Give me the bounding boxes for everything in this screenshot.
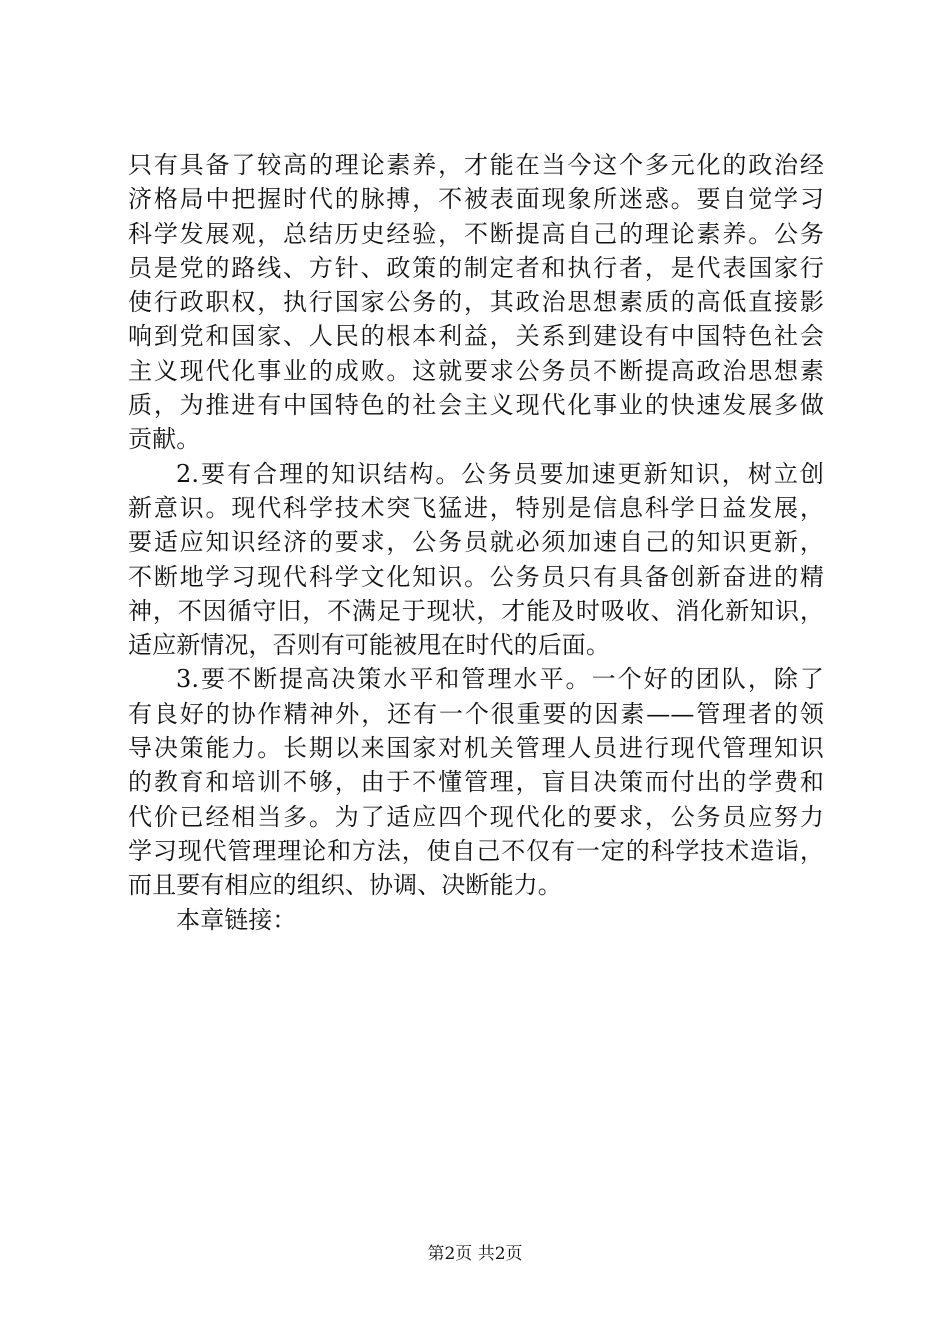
document-body xyxy=(128,148,824,937)
text-line: 科学发展观，总结历史经验，不断提高自己的理论素养。公务 xyxy=(128,219,824,248)
text-line: 代价已经相当多。为了适应四个现代化的要求，公务员应努力 xyxy=(128,802,824,831)
text-line: 质，为推进有中国特色的社会主义现代化事业的快速发展多做 xyxy=(128,391,824,420)
text-line: 不断地学习现代科学文化知识。公务员只有具备创新奋进的精 xyxy=(128,562,824,591)
text-line: 本章链接： xyxy=(176,905,297,934)
text-line: 济格局中把握时代的脉搏，不被表面现象所迷惑。要自觉学习 xyxy=(128,185,824,214)
text-line: 只有具备了较高的理论素养，才能在当今这个多元化的政治经 xyxy=(128,151,824,179)
text-line: 主义现代化事业的成败。这就要求公务员不断提高政治思想素 xyxy=(128,356,824,385)
text-line: 学习现代管理理论和方法，使自己不仅有一定的科学技术造诣， xyxy=(128,836,824,865)
text-line: 使行政职权，执行国家公务的，其政治思想素质的高低直接影 xyxy=(128,288,824,317)
text-line: 导决策能力。长期以来国家对机关管理人员进行现代管理知识 xyxy=(128,734,824,763)
text-line: 响到党和国家、人民的根本利益，关系到建设有中国特色社会 xyxy=(128,322,824,351)
text-line: 3.要不断提高决策水平和管理水平。一个好的团队，除了 xyxy=(176,665,824,694)
text-line: 2.要有合理的知识结构。公务员要加速更新知识，树立创 xyxy=(176,459,824,488)
text-line: 员是党的路线、方针、政策的制定者和执行者，是代表国家行 xyxy=(128,253,824,282)
text-line: 而且要有相应的组织、协调、决断能力。 xyxy=(128,871,562,900)
text-line: 要适应知识经济的要求，公务员就必须加速自己的知识更新， xyxy=(128,528,824,557)
text-line: 贡献。 xyxy=(128,425,201,454)
page-footer: 第2页 共2页 xyxy=(427,1244,523,1264)
text-line: 神，不因循守旧，不满足于现状，才能及时吸收、消化新知识， xyxy=(128,596,824,625)
text-line: 新意识。现代科学技术突飞猛进，特别是信息科学日益发展， xyxy=(128,493,824,522)
text-line: 的教育和培训不够，由于不懂管理，盲目决策而付出的学费和 xyxy=(128,768,824,797)
text-line: 有良好的协作精神外，还有一个很重要的因素——管理者的领 xyxy=(128,699,824,728)
text-line: 适应新情况，否则有可能被甩在时代的后面。 xyxy=(128,631,610,660)
